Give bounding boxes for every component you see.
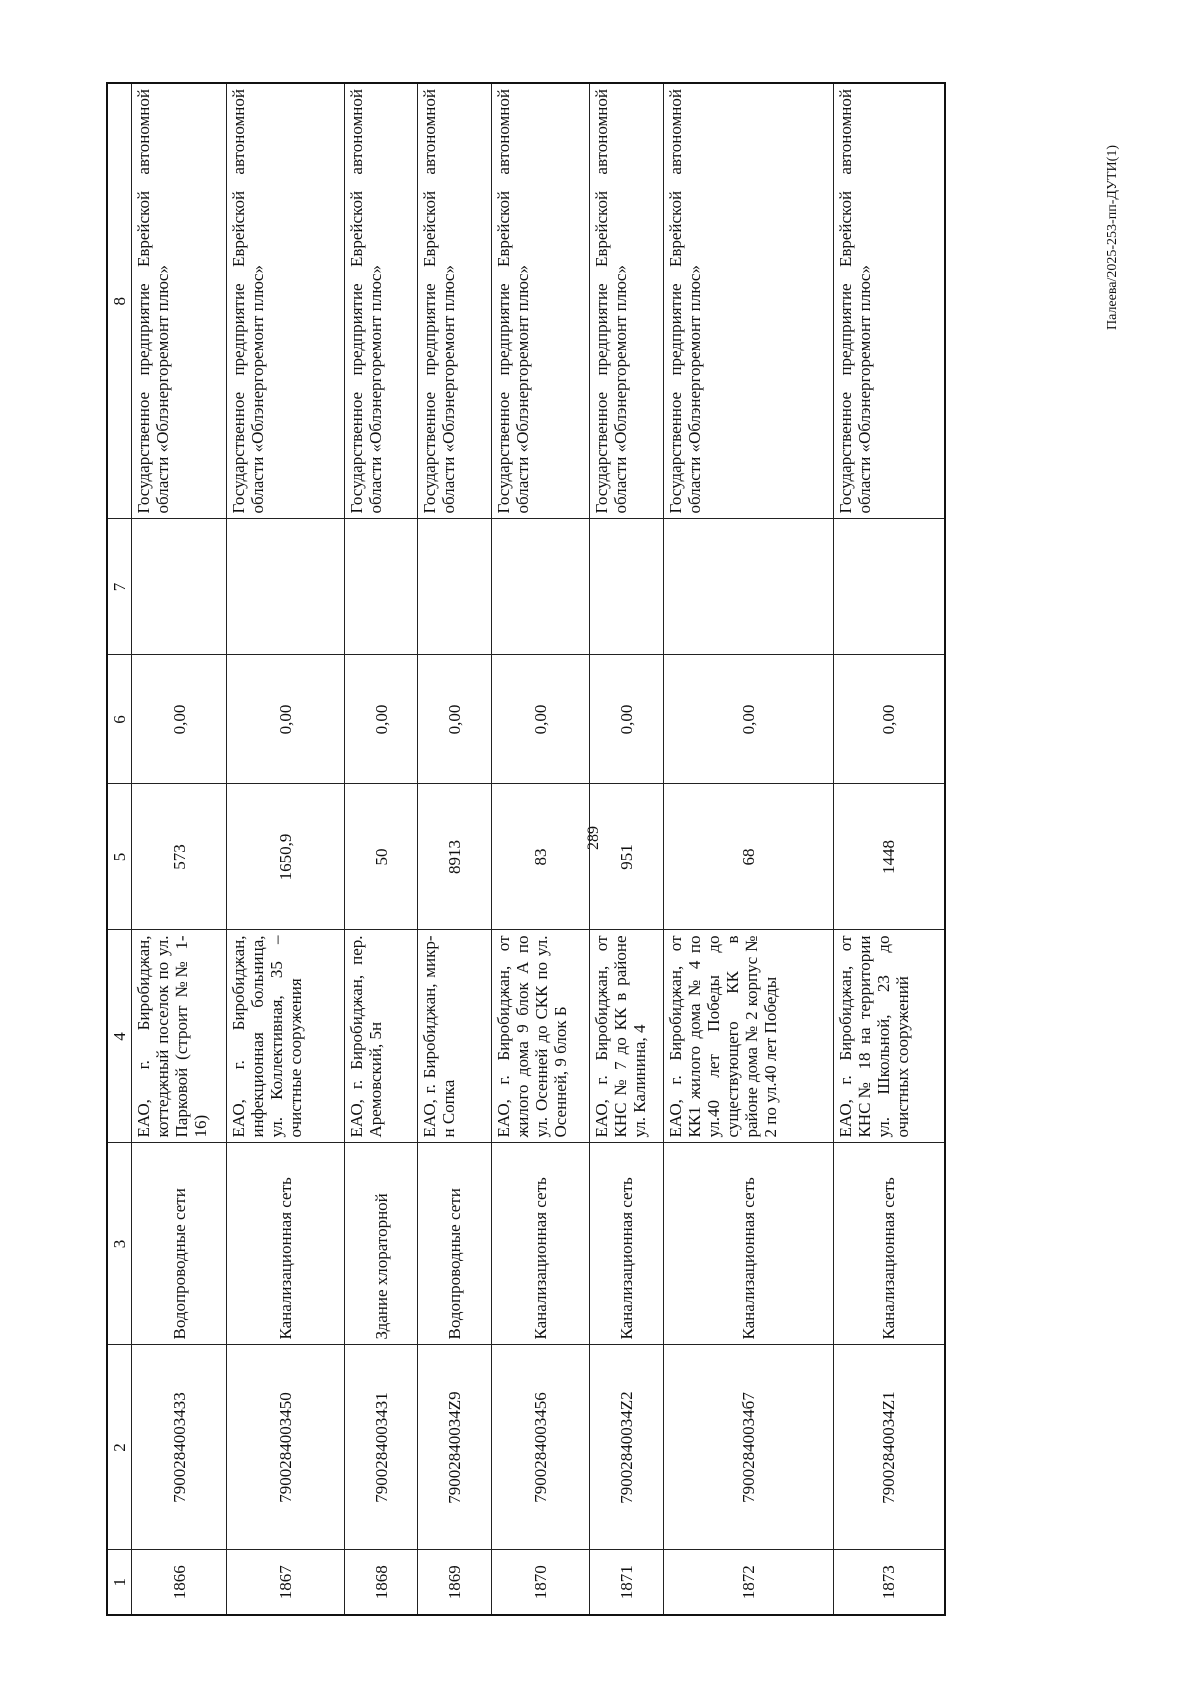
object-name: Канализационная сеть	[834, 1143, 945, 1345]
document-footer-code: Палеева/2025-253-пп-ДУТИ(1)	[1105, 145, 1120, 330]
column-7-cell	[345, 519, 418, 655]
object-value: 0,00	[590, 655, 664, 784]
object-name: Здание хлораторной	[345, 1143, 418, 1345]
object-address: ЕАО, г. Биробиджан, коттеджный поселок по ул. Парковой (строит №№ 1-16)	[132, 930, 227, 1143]
object-value: 0,00	[492, 655, 590, 784]
table-row	[590, 83, 664, 1615]
object-length: 8913	[418, 784, 492, 930]
registry-table	[106, 82, 946, 1616]
object-address: ЕАО, г. Биробиджан, инфекционная больница, ул. Коллективная, 35 – очистные сооружения	[227, 930, 345, 1143]
row-number: 1870	[492, 1550, 590, 1615]
column-7-cell	[418, 519, 492, 655]
object-name: Канализационная сеть	[227, 1143, 345, 1345]
row-number: 1872	[664, 1550, 834, 1615]
object-name: Водопроводные сети	[418, 1143, 492, 1345]
column-header: 6	[107, 655, 132, 784]
object-name: Канализационная сеть	[664, 1143, 834, 1345]
object-length: 1650,9	[227, 784, 345, 930]
table-row	[227, 83, 345, 1615]
object-owner: Государственное предприятие Еврейской автономной области «Облэнергоремонт плюс»	[590, 83, 664, 519]
object-length: 68	[664, 784, 834, 930]
object-address: ЕАО, г. Биробиджан, пер. Аремовский, 5н	[345, 930, 418, 1143]
registry-table-wrapper	[106, 84, 941, 1616]
object-address: ЕАО, г. Биробиджан, от жилого дома 9 блок А по ул. Осенней до СКК по ул. Осенней, 9 блок Б	[492, 930, 590, 1143]
column-header: 7	[107, 519, 132, 655]
column-7-cell	[492, 519, 590, 655]
cadastral-number: 79002840034З1	[345, 1345, 418, 1550]
table-row	[834, 83, 945, 1615]
object-value: 0,00	[834, 655, 945, 784]
object-owner: Государственное предприятие Еврейской автономной области «Облэнергоремонт плюс»	[418, 83, 492, 519]
table-row	[345, 83, 418, 1615]
cadastral-number: 7900284003456	[492, 1345, 590, 1550]
object-length: 83	[492, 784, 590, 930]
column-7-cell	[132, 519, 227, 655]
page-number: 289	[585, 826, 602, 850]
cadastral-number: 79002840034б7	[664, 1345, 834, 1550]
column-header: 1	[107, 1550, 132, 1615]
object-address: ЕАО, г. Биробиджан, микр-н Сопка	[418, 930, 492, 1143]
object-value: 0,00	[132, 655, 227, 784]
column-7-cell	[664, 519, 834, 655]
cadastral-number: 79002840034Z9	[418, 1345, 492, 1550]
column-7-cell	[834, 519, 945, 655]
column-header: 4	[107, 930, 132, 1143]
object-owner: Государственное предприятие Еврейской автономной области «Облэнергоремонт плюс»	[132, 83, 227, 519]
column-7-cell	[227, 519, 345, 655]
object-address: ЕАО, г. Биробиджан, от КНС№ 18 на территории ул. Школьной, 23 до очистных сооружений	[834, 930, 945, 1143]
object-address: ЕАО, г. Биробиджан, от КК1 жилого дома № 4 по ул.40 лет Победы до существующего КК в районе дома № 2 корпус № 2 по ул.40 лет Победы	[664, 930, 834, 1143]
table-row	[132, 83, 227, 1615]
object-value: 0,00	[345, 655, 418, 784]
object-address: ЕАО, г. Биробиджан, от КНС № 7 до КК в районе ул. Калинина, 4	[590, 930, 664, 1143]
cadastral-number: 7900284003450	[227, 1345, 345, 1550]
object-owner: Государственное предприятие Еврейской автономной области «Облэнергоремонт плюс»	[492, 83, 590, 519]
table-row	[418, 83, 492, 1615]
row-number: 1869	[418, 1550, 492, 1615]
row-number: 1868	[345, 1550, 418, 1615]
object-name: Канализационная сеть	[492, 1143, 590, 1345]
object-name: Водопроводные сети	[132, 1143, 227, 1345]
cadastral-number: 79002840034Z1	[834, 1345, 945, 1550]
object-value: 0,00	[418, 655, 492, 784]
row-number: 1867	[227, 1550, 345, 1615]
object-length: 1448	[834, 784, 945, 930]
object-value: 0,00	[227, 655, 345, 784]
column-header: 5	[107, 784, 132, 930]
object-owner: Государственное предприятие Еврейской автономной области «Облэнергоремонт плюс»	[345, 83, 418, 519]
column-header: 3	[107, 1143, 132, 1345]
header-row	[107, 83, 132, 1615]
object-length: 951	[590, 784, 664, 930]
object-owner: Государственное предприятие Еврейской автономной области «Облэнергоремонт плюс»	[834, 83, 945, 519]
row-number: 1866	[132, 1550, 227, 1615]
object-owner: Государственное предприятие Еврейской автономной области «Облэнергоремонт плюс»	[227, 83, 345, 519]
row-number: 1873	[834, 1550, 945, 1615]
table-row	[492, 83, 590, 1615]
row-number: 1871	[590, 1550, 664, 1615]
object-value: 0,00	[664, 655, 834, 784]
object-length: 50	[345, 784, 418, 930]
cadastral-number: 79002840034Z2	[590, 1345, 664, 1550]
table-row	[664, 83, 834, 1615]
object-length: 573	[132, 784, 227, 930]
object-name: Канализационная сеть	[590, 1143, 664, 1345]
column-7-cell	[590, 519, 664, 655]
column-header: 2	[107, 1345, 132, 1550]
object-owner: Государственное предприятие Еврейской автономной области «Облэнергоремонт плюс»	[664, 83, 834, 519]
column-header: 8	[107, 83, 132, 519]
cadastral-number: 79002840034З3	[132, 1345, 227, 1550]
